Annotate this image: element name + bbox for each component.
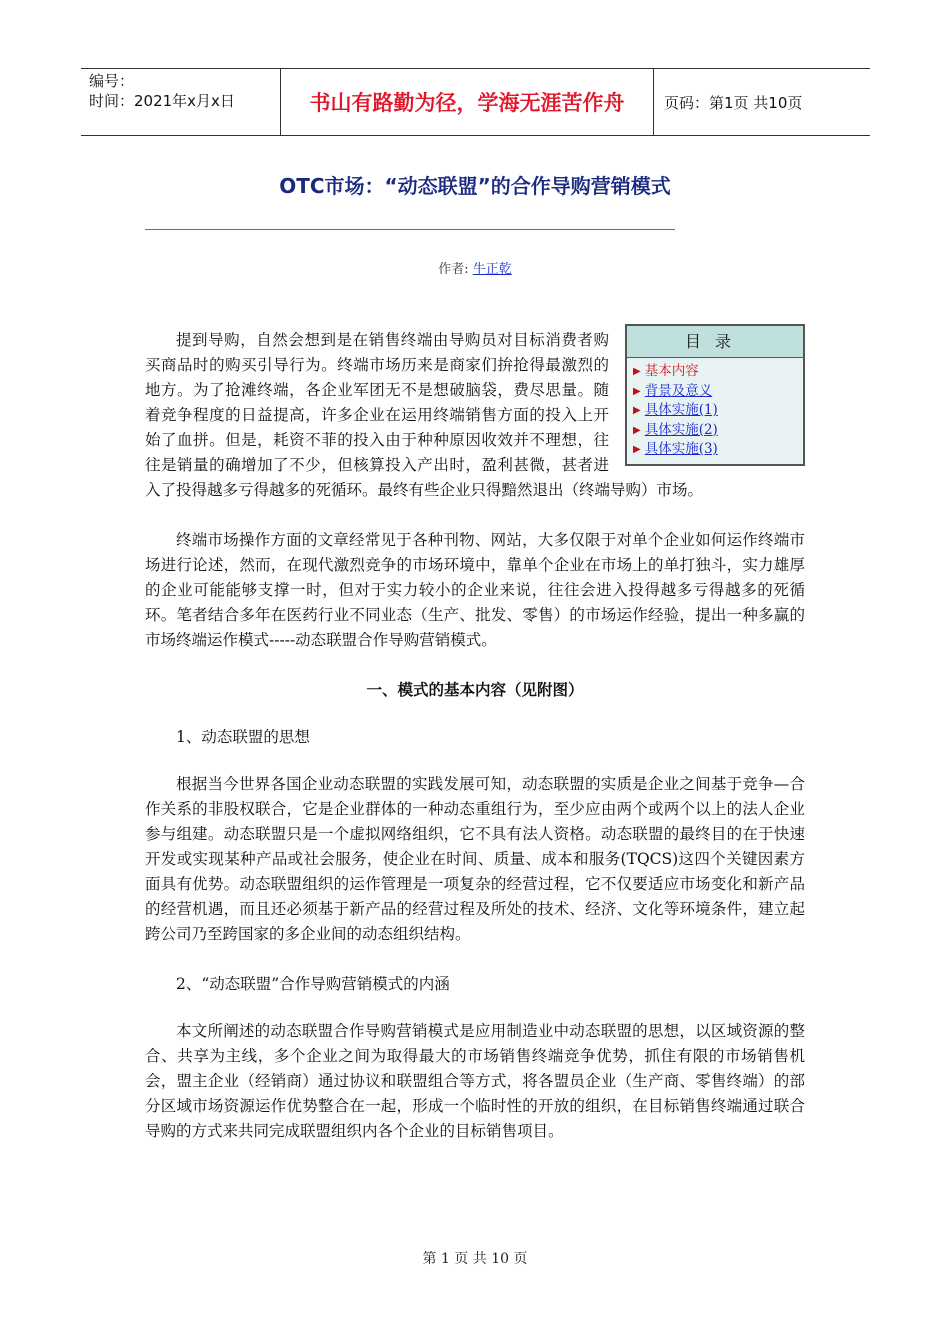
arrow-right-icon: ▶ — [633, 366, 641, 377]
paragraph-model-meaning: 本文所阐述的动态联盟合作导购营销模式是应用制造业中动态联盟的思想，以区域资源的整合、共享为主线，多个企业之间为取得最大的市场销售终端竞争优势，抓住有限的市场销售机会，盟主企业（经销商）通过协议和联盟组合等方式，将各盟员企业（生产商、零售终端）的部分区域市场资源运作优势整合在一起，形成一个临时性的开放的组织，在目标销售终端通过联合导购的方式来共同完成联盟组织内各个企业的目标销售项目。 — [145, 1022, 805, 1140]
header-meta — [81, 69, 281, 135]
header-page-info: 页码：第1页 共10页 — [664, 93, 803, 112]
paragraph-alliance-idea: 根据当今世界各国企业动态联盟的实践发展可知，动态联盟的实质是企业之间基于竞争—合作关系的非股权联合，它是企业群体的一种动态重组行为，至少应由两个或两个以上的法人企业参与组建。动态联盟只是一个虚拟网络组织，它不具有法人资格。动态联盟的最终目的在于快速开发或实现某种产品或社会服务，使企业在时间、质量、成本和服务(TQCS)这四个关键因素方面具有优势。动态联盟组织的运作管理是一项复杂的经营过程，它不仅要适应市场变化和新产品的经营机遇，而且还必须基于新产品的经营过程及所处的技术、经济、文化等环境条件，建立起跨公司乃至跨国家的多企业间的动态组织结构。 — [145, 775, 805, 943]
article-title: OTC市场：“动态联盟”的合作导购营销模式 — [279, 174, 671, 198]
toc-item-impl-2[interactable] — [633, 421, 799, 441]
toc-item-basic[interactable] — [633, 362, 799, 382]
arrow-right-icon: ▶ — [633, 385, 641, 397]
paragraph-terminal-market: 终端市场操作方面的文章经常见于各种刊物、网站，大多仅限于对单个企业如何运作终端市场进行论述，然而，在现代激烈竞争的市场环境中，靠单个企业在市场上的单打独斗，实力雄厚的企业可能能够支撑一时，但对于实力较小的企业来说，往往会进入投得越多亏得越多的死循环。笔者结合多年在医药行业不同业态（生产、批发、零售）的市场运作经验，提出一种多赢的市场终端运作模式-----动态联盟合作导购营销模式。 — [145, 531, 805, 649]
section-heading-basic: 一、模式的基本内容（见附图） — [366, 681, 584, 699]
toc-list — [627, 358, 803, 464]
author-line — [0, 258, 950, 277]
number-label: 编号： — [89, 72, 135, 90]
paragraph-intro: 提到导购，自然会想到是在销售终端由导购员对目标消费者购买商品时的购买引导行为。终端市场历来是商家们拚抢得最激烈的地方。为了抢滩终端，各企业军团无不是想破脑袋，费尽思量。随着竞争程度的日益提高，许多企业在运用终端销售方面的投入上开始了血拼。但是，耗资不菲的投入由于种种原因收效并不理想，往往是销量的确增加了不少，但核算投入产出时，盈利甚微，甚者进入了投得越多亏得越多的死循环。最终有些企业只得黯然退出（终端导购）市场。 — [145, 331, 704, 499]
toc-item-impl-1[interactable] — [633, 401, 799, 421]
document-header — [81, 68, 870, 136]
header-motto: 书山有路勤为径，学海无涯苦作舟 — [281, 69, 654, 135]
toc-title: 目录 — [627, 326, 803, 358]
subheading-alliance-idea: 1、动态联盟的思想 — [176, 728, 310, 746]
arrow-right-icon: ▶ — [633, 444, 641, 455]
toc-item-background[interactable] — [633, 382, 799, 402]
page-footer: 第 1 页 共 10 页 — [422, 1251, 528, 1267]
title-divider — [145, 229, 675, 230]
toc-link[interactable]: 具体实施(1) — [644, 402, 718, 418]
toc-link[interactable]: 具体实施(3) — [644, 441, 718, 457]
table-of-contents — [625, 324, 805, 466]
author-link[interactable]: 牛正乾 — [472, 262, 512, 277]
article-body — [145, 328, 805, 1169]
toc-link[interactable]: 具体实施(2) — [644, 421, 718, 438]
arrow-right-icon: ▶ — [633, 405, 641, 416]
toc-link[interactable]: 基本内容 — [644, 363, 699, 379]
toc-item-impl-3[interactable] — [633, 440, 799, 460]
arrow-right-icon: ▶ — [633, 424, 641, 436]
subheading-model-meaning: 2、“动态联盟”合作导购营销模式的内涵 — [176, 975, 450, 993]
toc-link[interactable]: 背景及意义 — [644, 382, 713, 399]
date-label: 时间：2021年x月x日 — [89, 92, 235, 110]
author-label: 作者: — [438, 262, 473, 277]
